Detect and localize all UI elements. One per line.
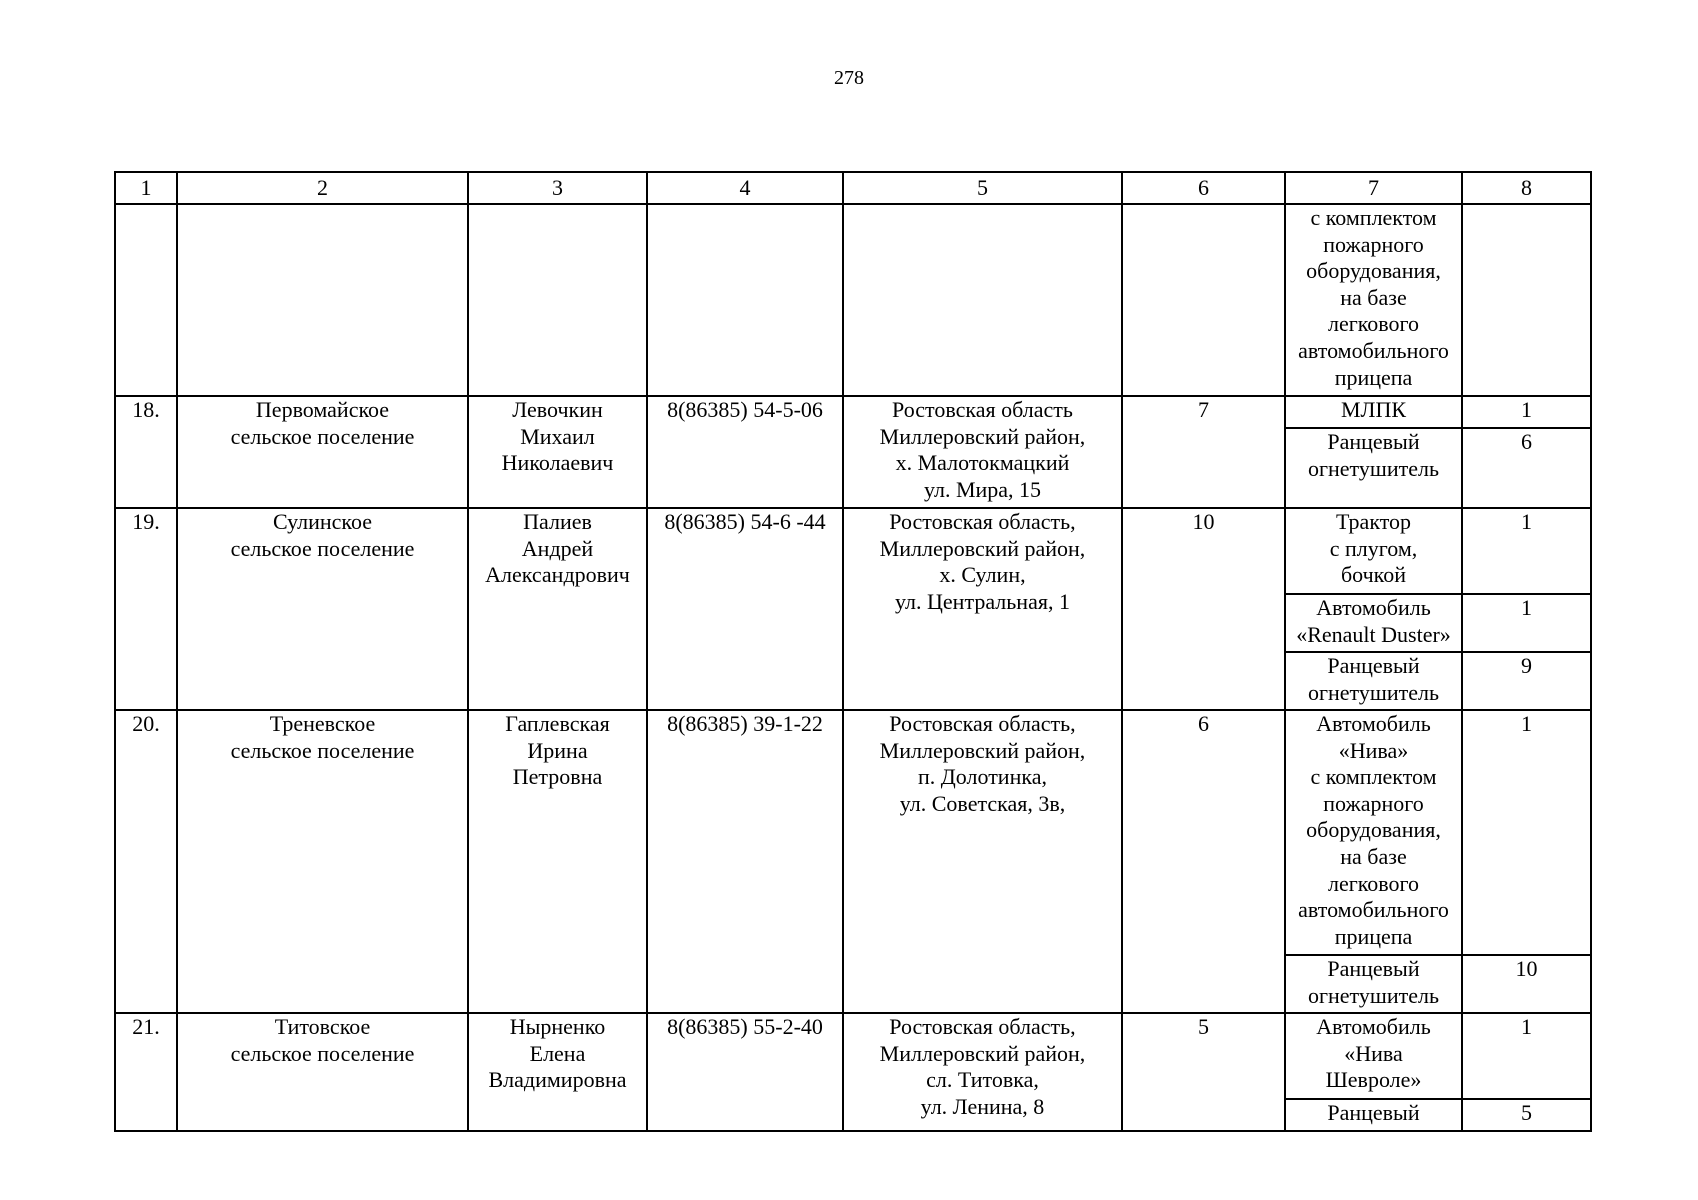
head-name-cell bbox=[468, 396, 647, 508]
quantity-cell-line: 1 bbox=[1521, 509, 1532, 534]
equipment-cell-line: автомобильного bbox=[1298, 337, 1449, 363]
address-cell bbox=[843, 710, 1122, 1013]
head-name-cell-line: Николаевич bbox=[501, 450, 614, 476]
address-cell-line: сл. Титовка, bbox=[926, 1067, 1039, 1093]
equipment-cell-line: Автомобиль bbox=[1316, 711, 1431, 736]
address-cell-line: Ростовская область bbox=[892, 397, 1073, 422]
equipment-cell-line: МЛПК bbox=[1340, 397, 1407, 422]
equipment-cell-line: легкового bbox=[1327, 870, 1420, 896]
quantity-cell bbox=[1462, 396, 1591, 428]
empty-cell bbox=[115, 204, 177, 396]
phone-cell bbox=[647, 1013, 843, 1131]
column-number: 6 bbox=[1122, 172, 1285, 204]
equipment-cell bbox=[1285, 508, 1462, 594]
settlement-cell-line: Треневское bbox=[269, 711, 376, 736]
count-cell-line: 7 bbox=[1198, 397, 1209, 422]
address-cell-line: х. Сулин, bbox=[939, 562, 1026, 588]
address-cell-line: Ростовская область, bbox=[889, 1014, 1076, 1039]
equipment-cell-line: Ранцевый bbox=[1327, 1100, 1420, 1125]
equipment-cell-line: огнетушитель bbox=[1308, 455, 1439, 481]
equipment-cell-line: с плугом, bbox=[1329, 535, 1418, 561]
head-name-cell-line: Владимировна bbox=[488, 1067, 627, 1093]
equipment-cell-line: прицепа bbox=[1334, 923, 1413, 949]
address-cell bbox=[843, 396, 1122, 508]
head-name-cell-line: Палиев bbox=[523, 509, 592, 534]
count-cell-line: 10 bbox=[1192, 509, 1215, 534]
column-number: 8 bbox=[1462, 172, 1591, 204]
address-cell-line: ул. Центральная, 1 bbox=[895, 588, 1070, 614]
head-name-cell-line: Михаил bbox=[520, 423, 595, 449]
head-name-cell bbox=[468, 1013, 647, 1131]
equipment-cell-line: оборудования, bbox=[1306, 258, 1441, 284]
column-number: 2 bbox=[177, 172, 468, 204]
address-cell-line: ул. Ленина, 8 bbox=[920, 1093, 1045, 1119]
count-cell bbox=[1122, 508, 1285, 710]
head-name-cell-line: Александрович bbox=[485, 562, 630, 588]
settlement-cell-line: сельское поселение bbox=[230, 535, 415, 561]
equipment-cell-line: автомобильного bbox=[1298, 897, 1449, 923]
address-cell-line: ул. Советская, 3в, bbox=[899, 790, 1066, 816]
empty-cell bbox=[647, 204, 843, 396]
equipment-cell-line: огнетушитель bbox=[1308, 982, 1439, 1008]
quantity-cell-line: 9 bbox=[1521, 653, 1532, 678]
column-number: 3 bbox=[468, 172, 647, 204]
address-cell bbox=[843, 508, 1122, 710]
settlement-cell-line: сельское поселение bbox=[230, 423, 415, 449]
phone-cell-line: 8(86385) 54-5-06 bbox=[667, 397, 823, 422]
quantity-cell bbox=[1462, 594, 1591, 652]
phone-cell-line: 8(86385) 39-1-22 bbox=[667, 711, 823, 736]
quantity-cell-line: 1 bbox=[1521, 595, 1532, 620]
settlement-cell-line: сельское поселение bbox=[230, 737, 415, 763]
row-number-cell-line: 21. bbox=[132, 1014, 160, 1039]
equipment-cell-line: «Нива» bbox=[1338, 737, 1409, 763]
settlement-cell-line: Сулинское bbox=[272, 509, 373, 534]
quantity-cell bbox=[1462, 204, 1591, 396]
head-name-cell-line: Левочкин bbox=[512, 397, 603, 422]
address-cell-line: Миллеровский район, bbox=[879, 737, 1086, 763]
equipment-cell-line: «Нива bbox=[1344, 1040, 1403, 1066]
quantity-cell-line: 1 bbox=[1521, 711, 1532, 736]
settlement-cell bbox=[177, 710, 468, 1013]
settlement-cell-line: Первомайское bbox=[255, 397, 390, 422]
equipment-cell-line: «Renault Duster» bbox=[1296, 621, 1451, 647]
equipment-cell bbox=[1285, 1013, 1462, 1099]
equipment-cell bbox=[1285, 1099, 1462, 1131]
quantity-cell bbox=[1462, 428, 1591, 508]
head-name-cell bbox=[468, 508, 647, 710]
phone-cell bbox=[647, 396, 843, 508]
head-name-cell-line: Нырненко bbox=[509, 1014, 606, 1039]
address-cell bbox=[843, 1013, 1122, 1131]
quantity-cell bbox=[1462, 1013, 1591, 1099]
equipment-cell-line: Ранцевый bbox=[1327, 429, 1420, 454]
address-cell-line: Миллеровский район, bbox=[879, 535, 1086, 561]
empty-cell bbox=[843, 204, 1122, 396]
head-name-cell-line: Ирина bbox=[527, 737, 588, 763]
head-name-cell-line: Гаплевская bbox=[505, 711, 610, 736]
quantity-cell-line: 5 bbox=[1521, 1100, 1532, 1125]
equipment-cell bbox=[1285, 594, 1462, 652]
quantity-cell-line: 10 bbox=[1515, 956, 1538, 981]
settlement-cell-line: сельское поселение bbox=[230, 1040, 415, 1066]
row-number-cell-line: 18. bbox=[132, 397, 160, 422]
settlement-cell-line: Титовское bbox=[274, 1014, 371, 1039]
quantity-cell bbox=[1462, 1099, 1591, 1131]
equipment-cell-line: Автомобиль bbox=[1316, 595, 1431, 620]
head-name-cell bbox=[468, 710, 647, 1013]
equipment-cell bbox=[1285, 428, 1462, 508]
equipment-cell-line: на базе bbox=[1340, 843, 1407, 869]
count-cell bbox=[1122, 1013, 1285, 1131]
empty-cell bbox=[177, 204, 468, 396]
table-body bbox=[115, 172, 1591, 1131]
equipment-cell bbox=[1285, 396, 1462, 428]
count-cell bbox=[1122, 396, 1285, 508]
quantity-cell-line: 6 bbox=[1521, 429, 1532, 454]
phone-cell bbox=[647, 710, 843, 1013]
settlement-cell bbox=[177, 396, 468, 508]
empty-cell bbox=[468, 204, 647, 396]
empty-cell bbox=[1122, 204, 1285, 396]
quantity-cell-line: 1 bbox=[1521, 1014, 1532, 1039]
equipment-cell-line: Ранцевый bbox=[1327, 956, 1420, 981]
equipment-cell-line: пожарного bbox=[1323, 231, 1424, 257]
head-name-cell-line: Петровна bbox=[512, 764, 603, 790]
page-number: 278 bbox=[834, 67, 864, 89]
table-row bbox=[115, 508, 1591, 594]
quantity-cell-line: 1 bbox=[1521, 397, 1532, 422]
address-cell-line: Ростовская область, bbox=[889, 711, 1076, 736]
count-cell bbox=[1122, 710, 1285, 1013]
equipment-cell-line: с комплектом bbox=[1310, 764, 1437, 790]
row-number-cell-line: 19. bbox=[132, 509, 160, 534]
quantity-cell bbox=[1462, 710, 1591, 955]
row-number-cell bbox=[115, 710, 177, 1013]
quantity-cell bbox=[1462, 652, 1591, 710]
head-name-cell-line: Андрей bbox=[521, 535, 594, 561]
phone-cell bbox=[647, 508, 843, 710]
equipment-cell-line: на базе bbox=[1340, 284, 1407, 310]
row-number-cell bbox=[115, 396, 177, 508]
equipment-cell-line: прицепа bbox=[1334, 364, 1413, 390]
column-number: 4 bbox=[647, 172, 843, 204]
table-row bbox=[115, 396, 1591, 428]
phone-cell-line: 8(86385) 55-2-40 bbox=[667, 1014, 823, 1039]
address-cell-line: п. Долотинка, bbox=[918, 764, 1047, 790]
count-cell-line: 6 bbox=[1198, 711, 1209, 736]
table-row bbox=[115, 710, 1591, 955]
row-number-cell bbox=[115, 508, 177, 710]
equipment-cell-line: с комплектом bbox=[1310, 205, 1437, 230]
quantity-cell bbox=[1462, 955, 1591, 1013]
resources-table bbox=[114, 171, 1592, 1132]
count-cell-line: 5 bbox=[1198, 1014, 1209, 1039]
column-number: 7 bbox=[1285, 172, 1462, 204]
address-cell-line: Ростовская область, bbox=[889, 509, 1076, 534]
equipment-cell-line: Трактор bbox=[1335, 509, 1412, 534]
row-number-cell bbox=[115, 1013, 177, 1131]
equipment-cell bbox=[1285, 652, 1462, 710]
settlement-cell bbox=[177, 508, 468, 710]
equipment-cell bbox=[1285, 204, 1462, 396]
equipment-cell-line: оборудования, bbox=[1306, 817, 1441, 843]
equipment-cell-line: огнетушитель bbox=[1308, 679, 1439, 705]
quantity-cell bbox=[1462, 508, 1591, 594]
equipment-cell bbox=[1285, 955, 1462, 1013]
phone-cell-line: 8(86385) 54-6 -44 bbox=[664, 509, 826, 534]
address-cell-line: Миллеровский район, bbox=[879, 1040, 1086, 1066]
equipment-cell-line: бочкой bbox=[1340, 562, 1407, 588]
column-number-row bbox=[115, 172, 1591, 204]
address-cell-line: х. Малотокмацкий bbox=[895, 450, 1070, 476]
table-row bbox=[115, 1013, 1591, 1099]
table-row-continuation bbox=[115, 204, 1591, 396]
row-number-cell-line: 20. bbox=[132, 711, 160, 736]
equipment-cell-line: Ранцевый bbox=[1327, 653, 1420, 678]
equipment-cell-line: Автомобиль bbox=[1316, 1014, 1431, 1039]
column-number: 5 bbox=[843, 172, 1122, 204]
address-cell-line: ул. Мира, 15 bbox=[923, 476, 1042, 502]
settlement-cell bbox=[177, 1013, 468, 1131]
head-name-cell-line: Елена bbox=[529, 1040, 586, 1066]
column-number: 1 bbox=[115, 172, 177, 204]
equipment-cell-line: Шевроле» bbox=[1325, 1067, 1422, 1093]
equipment-cell-line: легкового bbox=[1327, 311, 1420, 337]
address-cell-line: Миллеровский район, bbox=[879, 423, 1086, 449]
equipment-cell-line: пожарного bbox=[1323, 790, 1424, 816]
equipment-cell bbox=[1285, 710, 1462, 955]
